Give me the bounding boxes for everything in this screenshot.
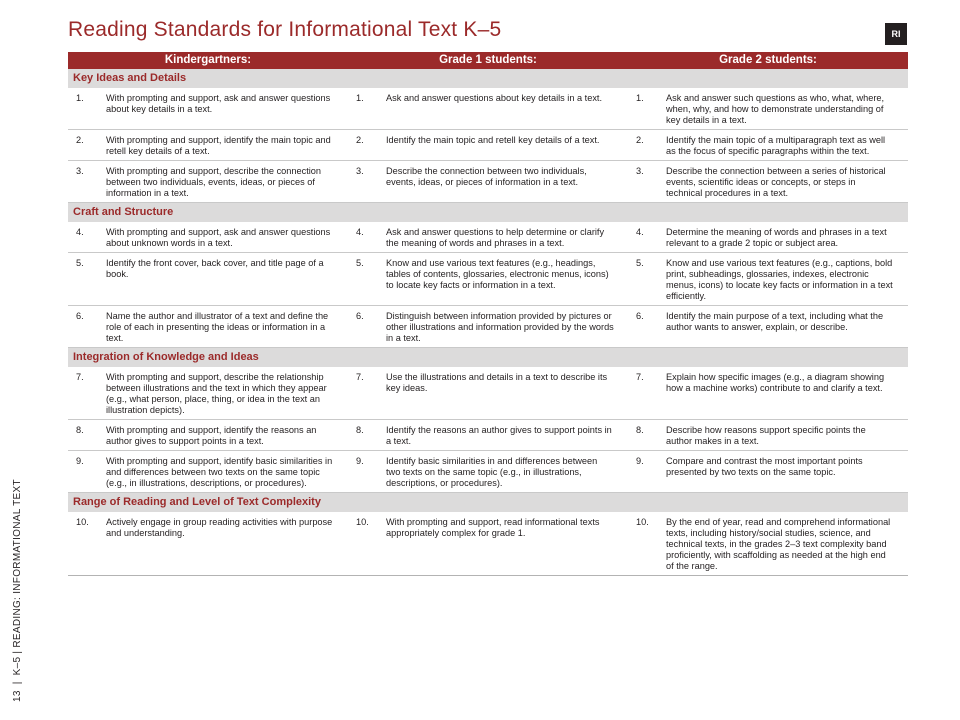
standard-number: 6. (628, 306, 662, 348)
page-separator: | (12, 681, 23, 685)
standard-number: 2. (628, 130, 662, 161)
standard-number: 4. (68, 222, 102, 253)
standard-number: 7. (628, 367, 662, 420)
standard-text-grade-2: Ask and answer such questions as who, what, where, when, why, and how to demonstrate understanding of key details in a text. (662, 88, 908, 130)
standard-text-kindergarten: Name the author and illustrator of a text and define the role of each in presenting the ideas or information in a text. (102, 306, 348, 348)
standard-text-kindergarten: With prompting and support, describe the relationship between illustrations and the text in which they appear (e.g., what person, place, thing, or idea in the text an illustration depicts). (102, 367, 348, 420)
table-row (68, 512, 908, 576)
table-row (68, 253, 908, 306)
section-heading: Craft and Structure (68, 203, 908, 223)
standard-number: 6. (348, 306, 382, 348)
section-heading-row (68, 493, 908, 513)
standard-number: 5. (628, 253, 662, 306)
standard-number: 9. (68, 451, 102, 493)
standard-number: 7. (68, 367, 102, 420)
standard-text-grade-2: Explain how specific images (e.g., a diagram showing how a machine works) contribute to and clarify a text. (662, 367, 908, 420)
standard-text-grade-2: Compare and contrast the most important points presented by two texts on the same topic. (662, 451, 908, 493)
standard-text-grade-2: Describe the connection between a series of historical events, scientific ideas or concepts, or steps in technical procedures in a text. (662, 161, 908, 203)
standard-text-grade-2: Determine the meaning of words and phrases in a text relevant to a grade 2 topic or subject area. (662, 222, 908, 253)
table-row (68, 420, 908, 451)
standard-text-kindergarten: With prompting and support, identify the main topic and retell key details of a text. (102, 130, 348, 161)
standard-text-grade-1: Ask and answer questions about key details in a text. (382, 88, 628, 130)
table-row (68, 130, 908, 161)
ri-badge: RI (885, 23, 907, 45)
page-number: 13 (12, 690, 23, 702)
standard-text-grade-2: Identify the main topic of a multiparagraph text as well as the focus of specific paragraphs within the text. (662, 130, 908, 161)
header-row (68, 52, 908, 69)
standard-number: 6. (68, 306, 102, 348)
column-header-kindergarten: Kindergartners: (68, 52, 348, 69)
standard-number: 2. (348, 130, 382, 161)
section-heading-row (68, 69, 908, 88)
section-heading: Integration of Knowledge and Ideas (68, 348, 908, 368)
table-row (68, 222, 908, 253)
side-label-text: K–5 | READING: INFORMATIONAL TEXT (12, 479, 23, 676)
standard-text-grade-1: Know and use various text features (e.g., headings, tables of contents, glossaries, electronic menus, icons) to locate key facts or information in a text. (382, 253, 628, 306)
standard-number: 8. (348, 420, 382, 451)
standard-text-grade-2: By the end of year, read and comprehend informational texts, including history/social studies, science, and technical texts, in the grades 2–3 text complexity band proficiently, with scaffolding as needed at the high end of the range. (662, 512, 908, 576)
standard-number: 5. (68, 253, 102, 306)
standard-number: 3. (628, 161, 662, 203)
page-title: Reading Standards for Informational Text K–5 (68, 18, 502, 41)
standard-text-grade-1: Use the illustrations and details in a text to describe its key ideas. (382, 367, 628, 420)
section-heading-row (68, 348, 908, 368)
standard-text-grade-1: Identify basic similarities in and differences between two texts on the same topic (e.g., in illustrations, descriptions, or procedures). (382, 451, 628, 493)
standard-number: 4. (348, 222, 382, 253)
standard-text-grade-1: Ask and answer questions to help determine or clarify the meaning of words and phrases in a text. (382, 222, 628, 253)
standard-number: 1. (628, 88, 662, 130)
section-heading-row (68, 203, 908, 223)
standard-text-kindergarten: With prompting and support, ask and answer questions about key details in a text. (102, 88, 348, 130)
standard-text-kindergarten: With prompting and support, describe the connection between two individuals, events, ideas, or pieces of information in a text. (102, 161, 348, 203)
column-header-grade-2: Grade 2 students: (628, 52, 908, 69)
side-label (12, 479, 23, 702)
standard-number: 1. (68, 88, 102, 130)
table-row (68, 306, 908, 348)
standard-text-grade-2: Identify the main purpose of a text, including what the author wants to answer, explain, or describe. (662, 306, 908, 348)
standard-text-grade-2: Know and use various text features (e.g., captions, bold print, subheadings, glossaries, indexes, electronic menus, icons) to locate key facts or information in a text efficiently. (662, 253, 908, 306)
column-header-grade-1: Grade 1 students: (348, 52, 628, 69)
table-row (68, 451, 908, 493)
standard-number: 8. (628, 420, 662, 451)
standard-text-kindergarten: With prompting and support, identify basic similarities in and differences between two texts on the same topic (e.g., in illustrations, descriptions, or procedures). (102, 451, 348, 493)
standard-number: 3. (68, 161, 102, 203)
table-row (68, 161, 908, 203)
standard-text-kindergarten: Identify the front cover, back cover, and title page of a book. (102, 253, 348, 306)
table-row (68, 88, 908, 130)
standard-number: 5. (348, 253, 382, 306)
section-heading: Range of Reading and Level of Text Complexity (68, 493, 908, 513)
standard-text-kindergarten: With prompting and support, ask and answer questions about unknown words in a text. (102, 222, 348, 253)
standard-number: 9. (628, 451, 662, 493)
standard-number: 2. (68, 130, 102, 161)
standard-number: 4. (628, 222, 662, 253)
standard-text-kindergarten: With prompting and support, identify the reasons an author gives to support points in a text. (102, 420, 348, 451)
standard-number: 1. (348, 88, 382, 130)
standard-number: 3. (348, 161, 382, 203)
standard-text-kindergarten: Actively engage in group reading activities with purpose and understanding. (102, 512, 348, 576)
standard-text-grade-1: With prompting and support, read informational texts appropriately complex for grade 1. (382, 512, 628, 576)
standard-text-grade-1: Describe the connection between two individuals, events, ideas, or pieces of information in a text. (382, 161, 628, 203)
standard-text-grade-1: Identify the main topic and retell key details of a text. (382, 130, 628, 161)
table-row (68, 367, 908, 420)
standards-table (68, 52, 908, 576)
standard-number: 9. (348, 451, 382, 493)
standard-text-grade-1: Distinguish between information provided by pictures or other illustrations and information provided by the words in a text. (382, 306, 628, 348)
standard-number: 8. (68, 420, 102, 451)
section-heading: Key Ideas and Details (68, 69, 908, 88)
standard-number: 10. (348, 512, 382, 576)
standard-text-grade-2: Describe how reasons support specific points the author makes in a text. (662, 420, 908, 451)
standard-number: 7. (348, 367, 382, 420)
standard-text-grade-1: Identify the reasons an author gives to support points in a text. (382, 420, 628, 451)
standard-number: 10. (68, 512, 102, 576)
standard-number: 10. (628, 512, 662, 576)
